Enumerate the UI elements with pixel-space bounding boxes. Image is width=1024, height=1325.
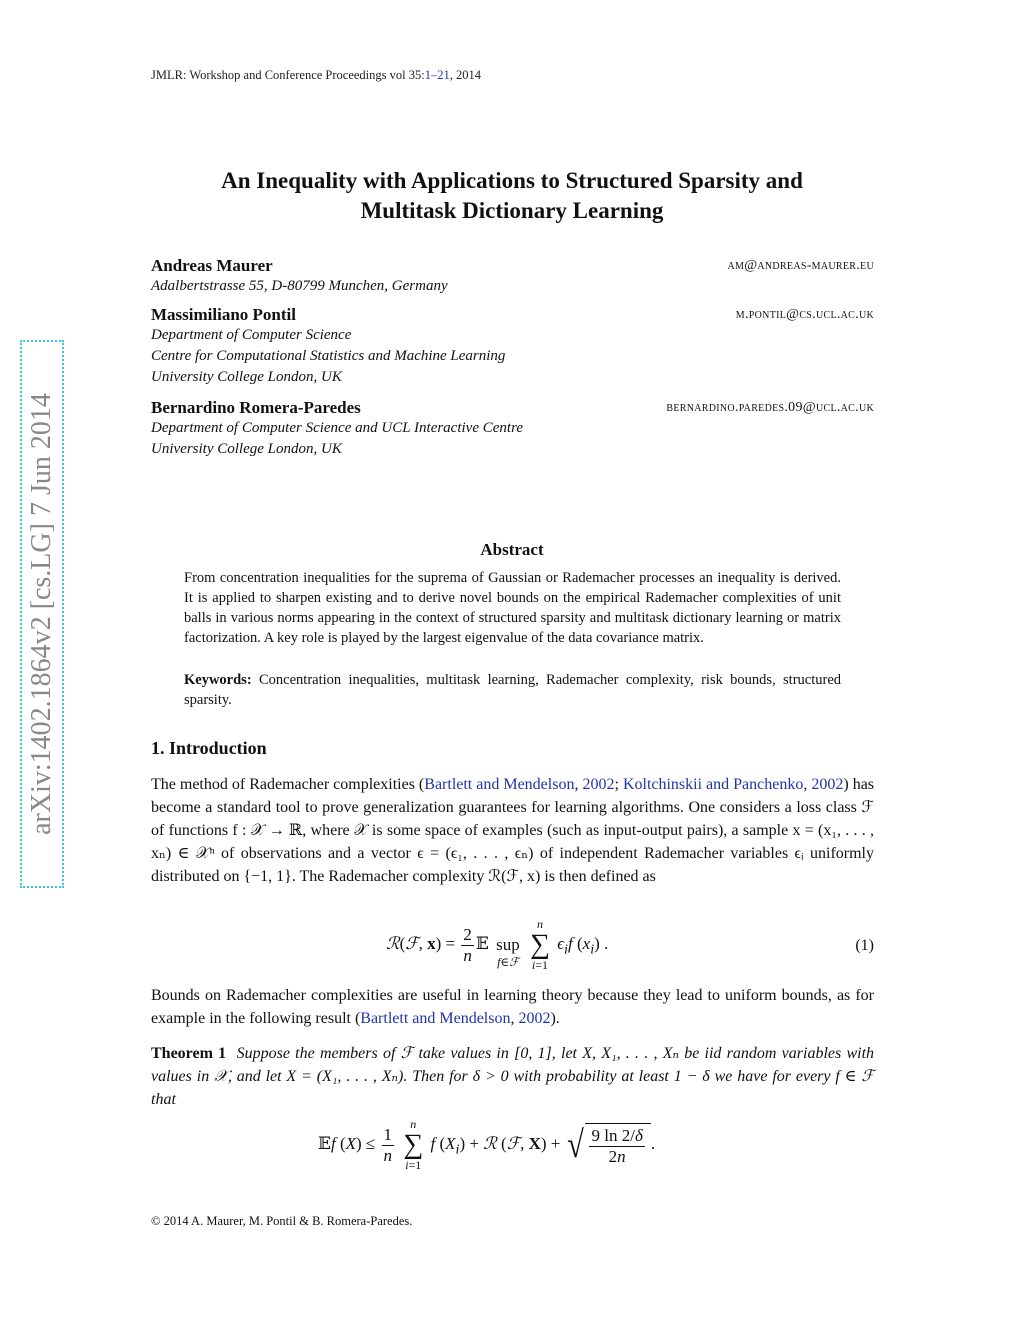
author-affiliation: University College London, UK: [151, 441, 342, 457]
intro-paragraph: Bounds on Rademacher complexities are useful in learning theory because they lead to uniform bounds, as for example in the following result (Bartlett and Mendelson, 2002).: [151, 987, 874, 1027]
keywords-label: Keywords:: [184, 672, 252, 688]
arxiv-stamp: arXiv:1402.1864v2 [cs.LG] 7 Jun 2014: [20, 340, 64, 888]
author-name: Bernardino Romera-Paredes: [151, 398, 361, 417]
author-block: [151, 305, 874, 388]
intro-paragraph: The method of Rademacher complexities (Bartlett and Mendelson, 2002; Koltchinskii and Panchenko, 2002) has become a standard tool to prove generalization guarantees for learning algorithms. One considers a loss class ℱ of functions f : 𝒳 → ℝ, where 𝒳 is some space of examples (such as input-output pairs), a sample x = (x₁, . . . , xₙ) ∈ 𝒳ⁿ of observations and a vector ϵ = (ϵ₁, . . . , ϵₙ) of independent Rademacher variables ϵᵢ uniformly distributed on {−1, 1}. The Rademacher complexity ℛ(ℱ, x) is then defined as: [151, 776, 875, 885]
author-name: Massimiliano Pontil: [151, 305, 296, 324]
author-name: Andreas Maurer: [151, 256, 273, 275]
author-block: [151, 398, 874, 460]
citation-year-link[interactable]: 2002: [518, 1010, 551, 1027]
theorem-1: [151, 1042, 874, 1111]
section-heading: 1. Introduction: [151, 738, 267, 758]
author-affiliation: Department of Computer Science: [151, 327, 352, 343]
journal-header: JMLR: Workshop and Conference Proceedings vol 35:1–21, 2014: [151, 68, 481, 82]
abstract-text: From concentration inequalities for the suprema of Gaussian or Rademacher processes an inequality is derived. It is applied to sharpen existing and to derive novel bounds on the empirical Rademacher complexities of unit balls in various norms appearing in the context of structured sparsity and multitask dictionary learning or matrix factorization. A key role is played by the largest eigenvalue of the data covariance matrix.: [184, 570, 841, 646]
keywords-text: Concentration inequalities, multitask learning, Rademacher complexity, risk bounds, structured sparsity.: [184, 672, 842, 708]
copyright-footer: © 2014 A. Maurer, M. Pontil & B. Romera-Paredes.: [151, 1214, 413, 1228]
citation-year-link[interactable]: 2002: [811, 776, 844, 793]
citation-link[interactable]: Bartlett and Mendelson: [424, 776, 575, 793]
citation-year-link[interactable]: 2002: [582, 776, 615, 793]
citation-link[interactable]: Koltchinskii and Panchenko: [622, 776, 804, 793]
author-email[interactable]: m.pontil@cs.ucl.ac.uk: [735, 307, 874, 322]
author-affiliation: University College London, UK: [151, 369, 342, 385]
page-range-link[interactable]: 1–21: [424, 68, 450, 82]
keywords: [184, 670, 841, 710]
author-block: [151, 256, 874, 297]
equation-1: ℛ(ℱ, x) = $\frac{2}{n}$ 𝔼 sup f∈ℱ n ∑ i=1 $\epsilon_if$ $(x_i)$ .: [386, 917, 609, 972]
paper-title: An Inequality with Applications to Structured Sparsity and Multitask Dictionary Learning: [221, 168, 803, 223]
author-affiliation: Centre for Computational Statistics and Machine Learning: [151, 348, 506, 364]
author-email[interactable]: bernardino.paredes.09@ucl.ac.uk: [666, 400, 874, 415]
citation-link[interactable]: Bartlett and Mendelson: [360, 1010, 511, 1027]
theorem-text: Suppose the members of ℱ take values in [0, 1], let X, X₁, . . . , Xₙ be iid random variables with values in 𝒳, and let X = (X₁, . . . , Xₙ). Then for δ > 0 with probability at least 1 − δ we have for every f ∈ ℱ that: [151, 1045, 875, 1108]
author-affiliation: Adalbertstrasse 55, D-80799 Munchen, Germany: [151, 278, 448, 294]
equation-number: (1): [855, 937, 874, 954]
theorem-label: Theorem 1: [151, 1045, 227, 1062]
abstract-heading: Abstract: [480, 540, 544, 559]
theorem-inequality: 𝔼f (X) ≤ $\frac{1}{n}$ n ∑ i=1 f $(X_i)$ + ℛ (ℱ, X) + √ $\frac{9 \ln 2/\delta}{2n}$ .: [318, 1117, 656, 1172]
author-affiliation: Department of Computer Science and UCL Interactive Centre: [151, 420, 524, 436]
author-email[interactable]: am@andreas-maurer.eu: [727, 258, 874, 273]
